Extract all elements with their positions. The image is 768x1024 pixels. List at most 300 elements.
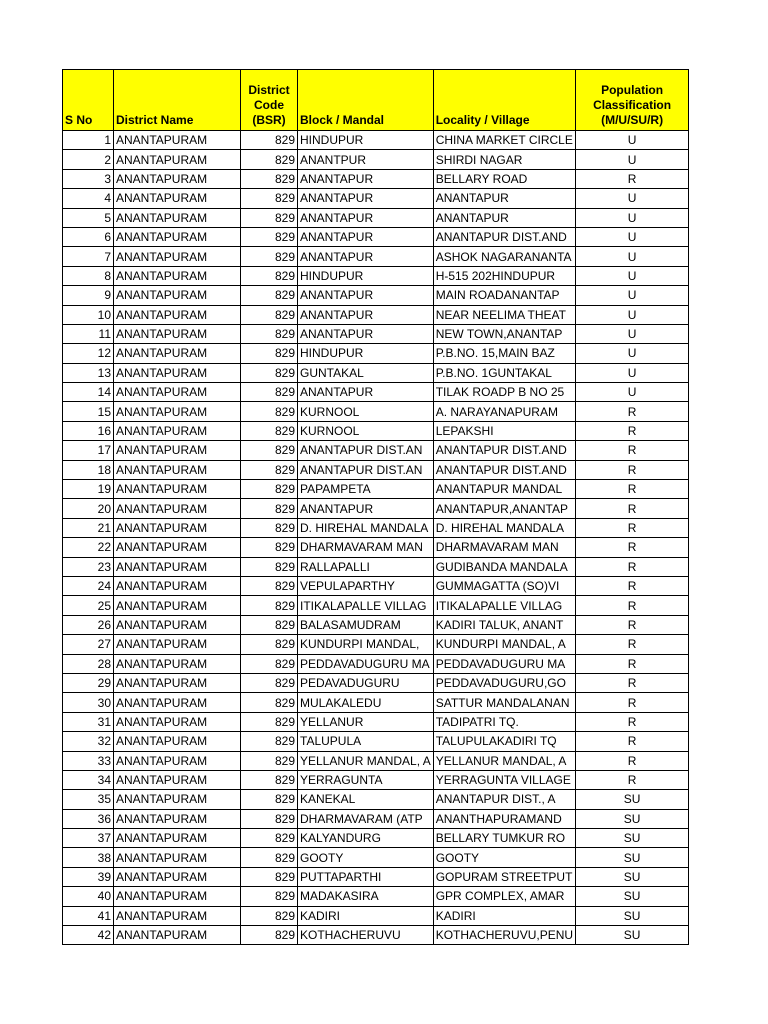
cell-district-name: ANANTAPURAM: [114, 809, 241, 828]
cell-block-mandal: KURNOOL: [298, 402, 434, 421]
cell-population-class: U: [576, 247, 689, 266]
cell-district-code: 829: [241, 266, 298, 285]
cell-district-code: 829: [241, 363, 298, 382]
table-row: [63, 480, 689, 499]
cell-locality-village: GPR COMPLEX, AMAR: [433, 887, 575, 906]
cell-sno: 27: [63, 635, 114, 654]
cell-sno: 36: [63, 809, 114, 828]
cell-locality-village: ANANTAPUR MANDAL: [433, 480, 575, 499]
cell-population-class: R: [576, 499, 689, 518]
cell-sno: 33: [63, 751, 114, 770]
table-row: [63, 324, 689, 343]
cell-sno: 32: [63, 732, 114, 751]
cell-locality-village: TADIPATRI TQ.: [433, 712, 575, 731]
cell-block-mandal: GUNTAKAL: [298, 363, 434, 382]
cell-population-class: R: [576, 421, 689, 440]
cell-locality-village: PEDDAVADUGURU MA: [433, 654, 575, 673]
cell-district-code: 829: [241, 635, 298, 654]
cell-district-code: 829: [241, 809, 298, 828]
cell-block-mandal: YERRAGUNTA: [298, 770, 434, 789]
cell-block-mandal: YELLANUR MANDAL, A: [298, 751, 434, 770]
cell-locality-village: GOOTY: [433, 848, 575, 867]
cell-district-code: 829: [241, 673, 298, 692]
cell-population-class: R: [576, 732, 689, 751]
cell-locality-village: ANANTAPUR DIST., A: [433, 790, 575, 809]
cell-population-class: R: [576, 460, 689, 479]
cell-population-class: R: [576, 596, 689, 615]
cell-block-mandal: ANANTAPUR: [298, 383, 434, 402]
cell-district-name: ANANTAPURAM: [114, 266, 241, 285]
header-row: [63, 70, 689, 131]
cell-block-mandal: PAPAMPETA: [298, 480, 434, 499]
table-row: [63, 169, 689, 188]
cell-block-mandal: KANEKAL: [298, 790, 434, 809]
cell-sno: 5: [63, 208, 114, 227]
cell-locality-village: TILAK ROADP B NO 25: [433, 383, 575, 402]
cell-block-mandal: DHARMAVARAM (ATP: [298, 809, 434, 828]
table-row: [63, 247, 689, 266]
cell-sno: 17: [63, 441, 114, 460]
cell-block-mandal: VEPULAPARTHY: [298, 576, 434, 595]
cell-block-mandal: ANANTAPUR DIST.AN: [298, 460, 434, 479]
cell-block-mandal: ANANTAPUR: [298, 499, 434, 518]
cell-district-name: ANANTAPURAM: [114, 402, 241, 421]
cell-district-name: ANANTAPURAM: [114, 208, 241, 227]
cell-district-code: 829: [241, 247, 298, 266]
cell-locality-village: KUNDURPI MANDAL, A: [433, 635, 575, 654]
cell-sno: 31: [63, 712, 114, 731]
cell-population-class: R: [576, 673, 689, 692]
cell-sno: 3: [63, 169, 114, 188]
cell-sno: 39: [63, 867, 114, 886]
table-row: [63, 189, 689, 208]
cell-sno: 11: [63, 324, 114, 343]
cell-district-name: ANANTAPURAM: [114, 654, 241, 673]
cell-locality-village: ANANTAPUR DIST.AND: [433, 441, 575, 460]
table-row: [63, 266, 689, 285]
cell-block-mandal: MULAKALEDU: [298, 693, 434, 712]
cell-sno: 16: [63, 421, 114, 440]
cell-population-class: U: [576, 363, 689, 382]
cell-district-name: ANANTAPURAM: [114, 538, 241, 557]
cell-block-mandal: ANANTPUR: [298, 150, 434, 169]
header-population-line: (M/U/SU/R): [601, 113, 664, 127]
cell-sno: 23: [63, 557, 114, 576]
cell-sno: 9: [63, 286, 114, 305]
cell-locality-village: GUDIBANDA MANDALA: [433, 557, 575, 576]
cell-block-mandal: KADIRI: [298, 906, 434, 925]
cell-sno: 19: [63, 480, 114, 499]
cell-locality-village: BELLARY TUMKUR RO: [433, 829, 575, 848]
cell-sno: 2: [63, 150, 114, 169]
cell-population-class: SU: [576, 906, 689, 925]
cell-district-name: ANANTAPURAM: [114, 615, 241, 634]
cell-district-code: 829: [241, 480, 298, 499]
table-body: [63, 131, 689, 945]
cell-locality-village: ASHOK NAGARANANTA: [433, 247, 575, 266]
table-row: [63, 131, 689, 150]
table-row: [63, 208, 689, 227]
cell-locality-village: ANANTAPUR,ANANTAP: [433, 499, 575, 518]
cell-sno: 18: [63, 460, 114, 479]
cell-block-mandal: KUNDURPI MANDAL,: [298, 635, 434, 654]
cell-locality-village: SATTUR MANDALANAN: [433, 693, 575, 712]
cell-locality-village: CHINA MARKET CIRCLE: [433, 131, 575, 150]
cell-district-name: ANANTAPURAM: [114, 383, 241, 402]
cell-sno: 1: [63, 131, 114, 150]
cell-population-class: R: [576, 693, 689, 712]
cell-district-name: ANANTAPURAM: [114, 673, 241, 692]
cell-district-name: ANANTAPURAM: [114, 460, 241, 479]
cell-district-name: ANANTAPURAM: [114, 150, 241, 169]
cell-district-name: ANANTAPURAM: [114, 131, 241, 150]
cell-sno: 10: [63, 305, 114, 324]
cell-district-name: ANANTAPURAM: [114, 635, 241, 654]
cell-block-mandal: ANANTAPUR: [298, 208, 434, 227]
cell-population-class: R: [576, 654, 689, 673]
cell-sno: 15: [63, 402, 114, 421]
cell-population-class: R: [576, 576, 689, 595]
cell-population-class: SU: [576, 887, 689, 906]
header-district-code-line: (BSR): [252, 113, 286, 127]
cell-block-mandal: BALASAMUDRAM: [298, 615, 434, 634]
cell-locality-village: P.B.NO. 1GUNTAKAL: [433, 363, 575, 382]
cell-district-name: ANANTAPURAM: [114, 848, 241, 867]
table-row: [63, 227, 689, 246]
cell-district-code: 829: [241, 732, 298, 751]
cell-population-class: R: [576, 712, 689, 731]
cell-sno: 26: [63, 615, 114, 634]
cell-district-code: 829: [241, 887, 298, 906]
cell-sno: 30: [63, 693, 114, 712]
cell-population-class: SU: [576, 829, 689, 848]
cell-population-class: SU: [576, 867, 689, 886]
cell-population-class: R: [576, 751, 689, 770]
table-row: [63, 829, 689, 848]
table-row: [63, 770, 689, 789]
cell-block-mandal: PEDAVADUGURU: [298, 673, 434, 692]
cell-locality-village: GUMMAGATTA (SO)VI: [433, 576, 575, 595]
cell-district-code: 829: [241, 189, 298, 208]
cell-district-name: ANANTAPURAM: [114, 189, 241, 208]
header-district-code-line: District: [248, 83, 290, 97]
table-row: [63, 712, 689, 731]
table-row: [63, 654, 689, 673]
cell-block-mandal: HINDUPUR: [298, 266, 434, 285]
cell-population-class: U: [576, 286, 689, 305]
table-row: [63, 790, 689, 809]
cell-district-name: ANANTAPURAM: [114, 751, 241, 770]
cell-district-name: ANANTAPURAM: [114, 324, 241, 343]
cell-population-class: U: [576, 189, 689, 208]
table-row: [63, 363, 689, 382]
cell-locality-village: TALUPULAKADIRI TQ: [433, 732, 575, 751]
cell-sno: 35: [63, 790, 114, 809]
cell-district-name: ANANTAPURAM: [114, 790, 241, 809]
cell-block-mandal: TALUPULA: [298, 732, 434, 751]
cell-locality-village: DHARMAVARAM MAN: [433, 538, 575, 557]
cell-district-name: ANANTAPURAM: [114, 441, 241, 460]
table-row: [63, 150, 689, 169]
cell-locality-village: LEPAKSHI: [433, 421, 575, 440]
cell-sno: 8: [63, 266, 114, 285]
cell-district-code: 829: [241, 906, 298, 925]
cell-population-class: R: [576, 635, 689, 654]
cell-district-name: ANANTAPURAM: [114, 286, 241, 305]
cell-locality-village: A. NARAYANAPURAM: [433, 402, 575, 421]
cell-population-class: R: [576, 402, 689, 421]
header-district-code: [241, 70, 298, 131]
cell-district-name: ANANTAPURAM: [114, 829, 241, 848]
cell-block-mandal: ANANTAPUR: [298, 189, 434, 208]
cell-block-mandal: ANANTAPUR: [298, 305, 434, 324]
table-row: [63, 305, 689, 324]
cell-district-code: 829: [241, 344, 298, 363]
cell-district-code: 829: [241, 150, 298, 169]
table-row: [63, 615, 689, 634]
cell-district-code: 829: [241, 596, 298, 615]
cell-sno: 7: [63, 247, 114, 266]
cell-population-class: R: [576, 770, 689, 789]
cell-population-class: U: [576, 131, 689, 150]
cell-locality-village: H-515 202HINDUPUR: [433, 266, 575, 285]
cell-locality-village: GOPURAM STREETPUT: [433, 867, 575, 886]
cell-population-class: SU: [576, 926, 689, 945]
cell-district-code: 829: [241, 402, 298, 421]
cell-block-mandal: MADAKASIRA: [298, 887, 434, 906]
table-row: [63, 887, 689, 906]
cell-district-code: 829: [241, 383, 298, 402]
table-row: [63, 344, 689, 363]
cell-district-name: ANANTAPURAM: [114, 770, 241, 789]
table-row: [63, 538, 689, 557]
table-row: [63, 557, 689, 576]
cell-locality-village: PEDDAVADUGURU,GO: [433, 673, 575, 692]
cell-district-name: ANANTAPURAM: [114, 712, 241, 731]
cell-district-name: ANANTAPURAM: [114, 363, 241, 382]
cell-locality-village: NEAR NEELIMA THEAT: [433, 305, 575, 324]
cell-district-code: 829: [241, 286, 298, 305]
cell-locality-village: ITIKALAPALLE VILLAG: [433, 596, 575, 615]
table-row: [63, 848, 689, 867]
cell-sno: 40: [63, 887, 114, 906]
cell-district-code: 829: [241, 654, 298, 673]
table-row: [63, 286, 689, 305]
cell-population-class: U: [576, 227, 689, 246]
table-row: [63, 441, 689, 460]
cell-district-code: 829: [241, 829, 298, 848]
table-row: [63, 693, 689, 712]
cell-district-name: ANANTAPURAM: [114, 693, 241, 712]
cell-sno: 14: [63, 383, 114, 402]
header-district-name: District Name: [114, 70, 241, 131]
table-row: [63, 383, 689, 402]
cell-population-class: R: [576, 538, 689, 557]
table-row: [63, 576, 689, 595]
cell-district-name: ANANTAPURAM: [114, 906, 241, 925]
cell-sno: 21: [63, 518, 114, 537]
cell-district-code: 829: [241, 557, 298, 576]
cell-population-class: SU: [576, 790, 689, 809]
cell-district-code: 829: [241, 421, 298, 440]
cell-locality-village: KADIRI TALUK, ANANT: [433, 615, 575, 634]
cell-district-code: 829: [241, 712, 298, 731]
cell-locality-village: D. HIREHAL MANDALA: [433, 518, 575, 537]
header-population-line: Classification: [593, 98, 672, 112]
cell-locality-village: ANANTAPUR: [433, 189, 575, 208]
cell-locality-village: KADIRI: [433, 906, 575, 925]
cell-locality-village: ANANTAPUR DIST.AND: [433, 227, 575, 246]
cell-sno: 41: [63, 906, 114, 925]
table-row: [63, 751, 689, 770]
header-population-classification: [576, 70, 689, 131]
cell-population-class: R: [576, 518, 689, 537]
cell-district-name: ANANTAPURAM: [114, 480, 241, 499]
table-row: [63, 673, 689, 692]
cell-locality-village: YERRAGUNTA VILLAGE: [433, 770, 575, 789]
cell-district-name: ANANTAPURAM: [114, 596, 241, 615]
cell-district-code: 829: [241, 499, 298, 518]
cell-population-class: U: [576, 150, 689, 169]
cell-sno: 34: [63, 770, 114, 789]
cell-population-class: R: [576, 480, 689, 499]
cell-population-class: SU: [576, 848, 689, 867]
table-row: [63, 596, 689, 615]
cell-block-mandal: RALLAPALLI: [298, 557, 434, 576]
cell-district-code: 829: [241, 790, 298, 809]
cell-district-name: ANANTAPURAM: [114, 732, 241, 751]
cell-population-class: U: [576, 266, 689, 285]
cell-district-code: 829: [241, 131, 298, 150]
cell-population-class: SU: [576, 809, 689, 828]
cell-population-class: U: [576, 208, 689, 227]
cell-locality-village: KOTHACHERUVU,PENU: [433, 926, 575, 945]
cell-block-mandal: DHARMAVARAM MAN: [298, 538, 434, 557]
cell-sno: 13: [63, 363, 114, 382]
cell-block-mandal: ITIKALAPALLE VILLAG: [298, 596, 434, 615]
cell-district-code: 829: [241, 227, 298, 246]
cell-district-code: 829: [241, 441, 298, 460]
cell-block-mandal: PUTTAPARTHI: [298, 867, 434, 886]
cell-district-code: 829: [241, 518, 298, 537]
cell-block-mandal: ANANTAPUR: [298, 324, 434, 343]
cell-district-code: 829: [241, 770, 298, 789]
cell-district-name: ANANTAPURAM: [114, 576, 241, 595]
header-block-mandal: Block / Mandal: [298, 70, 434, 131]
cell-district-code: 829: [241, 615, 298, 634]
cell-locality-village: NEW TOWN,ANANTAP: [433, 324, 575, 343]
cell-block-mandal: PEDDAVADUGURU MA: [298, 654, 434, 673]
header-sno: S No: [63, 70, 114, 131]
cell-block-mandal: GOOTY: [298, 848, 434, 867]
cell-population-class: U: [576, 324, 689, 343]
cell-population-class: U: [576, 383, 689, 402]
cell-district-name: ANANTAPURAM: [114, 926, 241, 945]
cell-district-name: ANANTAPURAM: [114, 557, 241, 576]
cell-district-code: 829: [241, 538, 298, 557]
cell-population-class: R: [576, 557, 689, 576]
header-population-line: Population: [601, 83, 664, 97]
cell-block-mandal: KOTHACHERUVU: [298, 926, 434, 945]
cell-district-code: 829: [241, 576, 298, 595]
cell-district-code: 829: [241, 169, 298, 188]
cell-sno: 29: [63, 673, 114, 692]
cell-sno: 42: [63, 926, 114, 945]
cell-locality-village: ANANTHAPURAMAND: [433, 809, 575, 828]
cell-district-code: 829: [241, 208, 298, 227]
cell-district-name: ANANTAPURAM: [114, 499, 241, 518]
cell-block-mandal: ANANTAPUR: [298, 169, 434, 188]
cell-block-mandal: ANANTAPUR DIST.AN: [298, 441, 434, 460]
cell-block-mandal: KALYANDURG: [298, 829, 434, 848]
cell-population-class: R: [576, 169, 689, 188]
cell-district-name: ANANTAPURAM: [114, 887, 241, 906]
data-table: [62, 69, 689, 945]
cell-district-code: 829: [241, 324, 298, 343]
cell-district-name: ANANTAPURAM: [114, 518, 241, 537]
table-row: [63, 460, 689, 479]
table-row: [63, 402, 689, 421]
cell-locality-village: P.B.NO. 15,MAIN BAZ: [433, 344, 575, 363]
cell-sno: 24: [63, 576, 114, 595]
cell-sno: 6: [63, 227, 114, 246]
table-row: [63, 926, 689, 945]
cell-block-mandal: HINDUPUR: [298, 344, 434, 363]
table-row: [63, 732, 689, 751]
cell-district-code: 829: [241, 848, 298, 867]
cell-block-mandal: D. HIREHAL MANDALA: [298, 518, 434, 537]
cell-block-mandal: YELLANUR: [298, 712, 434, 731]
header-district-code-line: Code: [254, 98, 284, 112]
cell-district-name: ANANTAPURAM: [114, 247, 241, 266]
cell-locality-village: BELLARY ROAD: [433, 169, 575, 188]
table-row: [63, 518, 689, 537]
cell-sno: 38: [63, 848, 114, 867]
cell-population-class: R: [576, 615, 689, 634]
cell-district-code: 829: [241, 305, 298, 324]
cell-locality-village: YELLANUR MANDAL, A: [433, 751, 575, 770]
cell-sno: 20: [63, 499, 114, 518]
cell-locality-village: SHIRDI NAGAR: [433, 150, 575, 169]
table-row: [63, 635, 689, 654]
cell-sno: 12: [63, 344, 114, 363]
cell-district-code: 829: [241, 926, 298, 945]
table-header: [63, 70, 689, 131]
cell-block-mandal: HINDUPUR: [298, 131, 434, 150]
table-row: [63, 499, 689, 518]
cell-sno: 25: [63, 596, 114, 615]
cell-block-mandal: ANANTAPUR: [298, 286, 434, 305]
table-row: [63, 867, 689, 886]
table-row: [63, 809, 689, 828]
cell-district-name: ANANTAPURAM: [114, 227, 241, 246]
cell-sno: 22: [63, 538, 114, 557]
table-row: [63, 421, 689, 440]
cell-district-name: ANANTAPURAM: [114, 169, 241, 188]
cell-sno: 37: [63, 829, 114, 848]
cell-population-class: R: [576, 441, 689, 460]
cell-block-mandal: KURNOOL: [298, 421, 434, 440]
cell-district-name: ANANTAPURAM: [114, 344, 241, 363]
header-locality-village: Locality / Village: [433, 70, 575, 131]
cell-district-code: 829: [241, 460, 298, 479]
cell-locality-village: ANANTAPUR DIST.AND: [433, 460, 575, 479]
table-row: [63, 906, 689, 925]
cell-locality-village: MAIN ROADANANTAP: [433, 286, 575, 305]
cell-district-code: 829: [241, 867, 298, 886]
cell-district-code: 829: [241, 693, 298, 712]
cell-population-class: U: [576, 305, 689, 324]
